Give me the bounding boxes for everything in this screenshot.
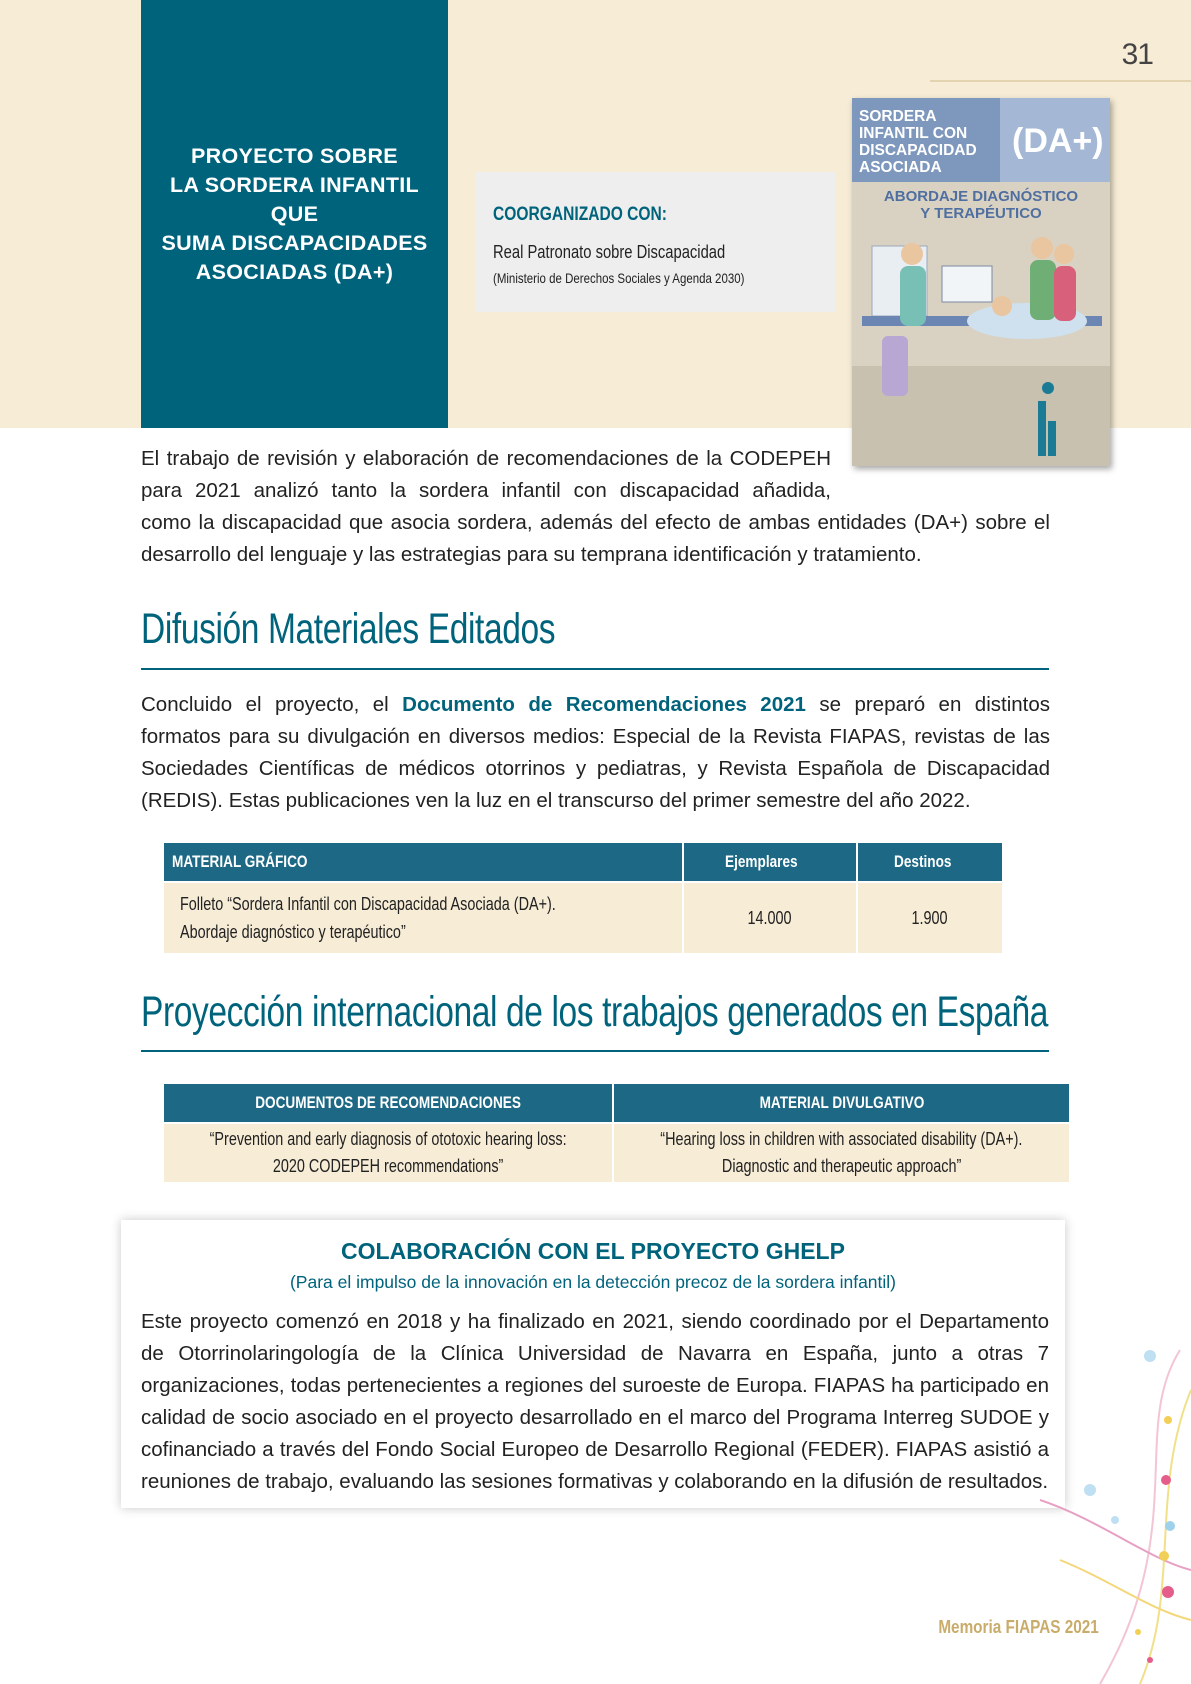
difusion-text-after: se preparó en distintos formatos para su divulgación en diversos medios: Especial de la Revista FIAPAS, revistas de las Sociedades Científicas de médicos otorrinos y pediatras, y Revista Española de Discapacidad (REDIS). Estas publicaciones ven la luz en el transcurso del primer semestre del año 2022.: [141, 693, 1050, 812]
difusion-paragraph: [141, 689, 1050, 817]
docs-table: [162, 1082, 1071, 1184]
ghelp-title: COLABORACIÓN CON EL PROYECTO GHELP: [341, 1238, 845, 1264]
material-cell: Folleto “Sordera Infantil con Discapacidad Asociada (DA+). Abordaje diagnóstico y terapéutico”: [164, 883, 682, 953]
project-box: [141, 0, 448, 428]
cover-title-line: ASOCIADA: [859, 159, 942, 176]
ghelp-body: Este proyecto comenzó en 2018 y ha finalizado en 2021, siendo coordinado por el Departamento de Otorrinolaringología de la Clínica Universidad de Navarra en España, junto a otras 7 organizaciones, todas pertenecientes a regiones del suroeste de Europa. FIAPAS ha participado en calidad de socio asociado en el proyecto desarrollado en el marco del Programa Interreg SUDOE y cofinanciado a través del Fondo Social Europeo de Desarrollo Regional (FEDER). FIAPAS asistió a reuniones de trabajo, evaluando las sesiones formativas y colaborando en la difusión de resultados.: [141, 1310, 1049, 1493]
project-title-line: SUMA DISCAPACIDADES: [161, 230, 428, 255]
destinos-cell: 1.900: [858, 883, 1002, 953]
project-title: [155, 142, 435, 287]
page-number-rule: [930, 80, 1191, 82]
table-row: [164, 1124, 1069, 1182]
page-number: 31: [1121, 38, 1153, 71]
footer-label: Memoria FIAPAS 2021: [938, 1617, 1099, 1637]
cover-subtitle: [852, 188, 1110, 222]
intro-line: El trabajo de revisión y elaboración de recomendaciones de la CODEPEH: [141, 447, 831, 470]
table-header-row: [164, 843, 1002, 881]
section-heading-proyeccion: Proyección internacional de los trabajos generados en España: [141, 988, 1049, 1036]
material-divulgativo-cell: “Hearing loss in children with associated disability (DA+). Diagnostic and therapeutic approach”: [614, 1124, 1069, 1182]
heading-rule: [141, 1050, 1049, 1052]
project-title-line: ASOCIADAS (DA+): [195, 259, 394, 284]
heading-rule: [141, 668, 1049, 670]
intro-line: para 2021 analizó tanto la sordera infantil con discapacidad añadida,: [141, 479, 831, 502]
documents-cell: “Prevention and early diagnosis of ototoxic hearing loss: 2020 CODEPEH recommendations”: [164, 1124, 612, 1182]
coorganizer-name: Real Patronato sobre Discapacidad: [493, 242, 726, 262]
intro-paragraph: [141, 443, 1050, 571]
cover-tag: (DA+): [1012, 122, 1104, 160]
cover-title-line: SORDERA: [859, 108, 937, 125]
coorganizer-label: COORGANIZADO CON:: [493, 204, 667, 225]
ejemplares-cell: 14.000: [684, 883, 856, 953]
project-title-line: LA SORDERA INFANTIL QUE: [170, 172, 419, 226]
ghelp-subtitle: (Para el impulso de la innovación en la detección precoz de la sordera infantil): [289, 1272, 897, 1292]
table-row: [164, 883, 1002, 953]
cover-illustration: [852, 226, 1110, 466]
column-header: Ejemplares: [684, 843, 856, 881]
document-highlight: Documento de Recomendaciones 2021: [402, 693, 806, 716]
table-header-row: [164, 1084, 1069, 1122]
column-header: MATERIAL DIVULGATIVO: [614, 1084, 1069, 1122]
cover-title: [859, 108, 1009, 176]
ghelp-box: [121, 1220, 1065, 1508]
coorganizer-subname: (Ministerio de Derechos Sociales y Agenda 2030): [493, 270, 745, 286]
publication-cover: [852, 98, 1110, 466]
coorganizer-box: [475, 172, 835, 312]
cover-title-line: DISCAPACIDAD: [859, 142, 977, 159]
difusion-text-before: Concluido el proyecto, el: [141, 693, 403, 716]
column-header: Destinos: [858, 843, 1002, 881]
section-heading-difusion: Difusión Materiales Editados: [141, 605, 556, 653]
intro-line-rest: como la discapacidad que asocia sordera, además del efecto de ambas entidades (DA+) sobre el desarrollo del lenguaje y las estrategias para su temprana identificación y tratamiento.: [141, 511, 1050, 566]
column-header: MATERIAL GRÁFICO: [164, 843, 682, 881]
cover-subtitle-line: Y TERAPÉUTICO: [920, 205, 1042, 222]
project-title-line: PROYECTO SOBRE: [191, 143, 398, 168]
cover-subtitle-line: ABORDAJE DIAGNÓSTICO: [883, 188, 1079, 205]
material-table: [162, 841, 1004, 955]
column-header: DOCUMENTOS DE RECOMENDACIONES: [164, 1084, 612, 1122]
cover-title-line: INFANTIL CON: [859, 125, 968, 142]
